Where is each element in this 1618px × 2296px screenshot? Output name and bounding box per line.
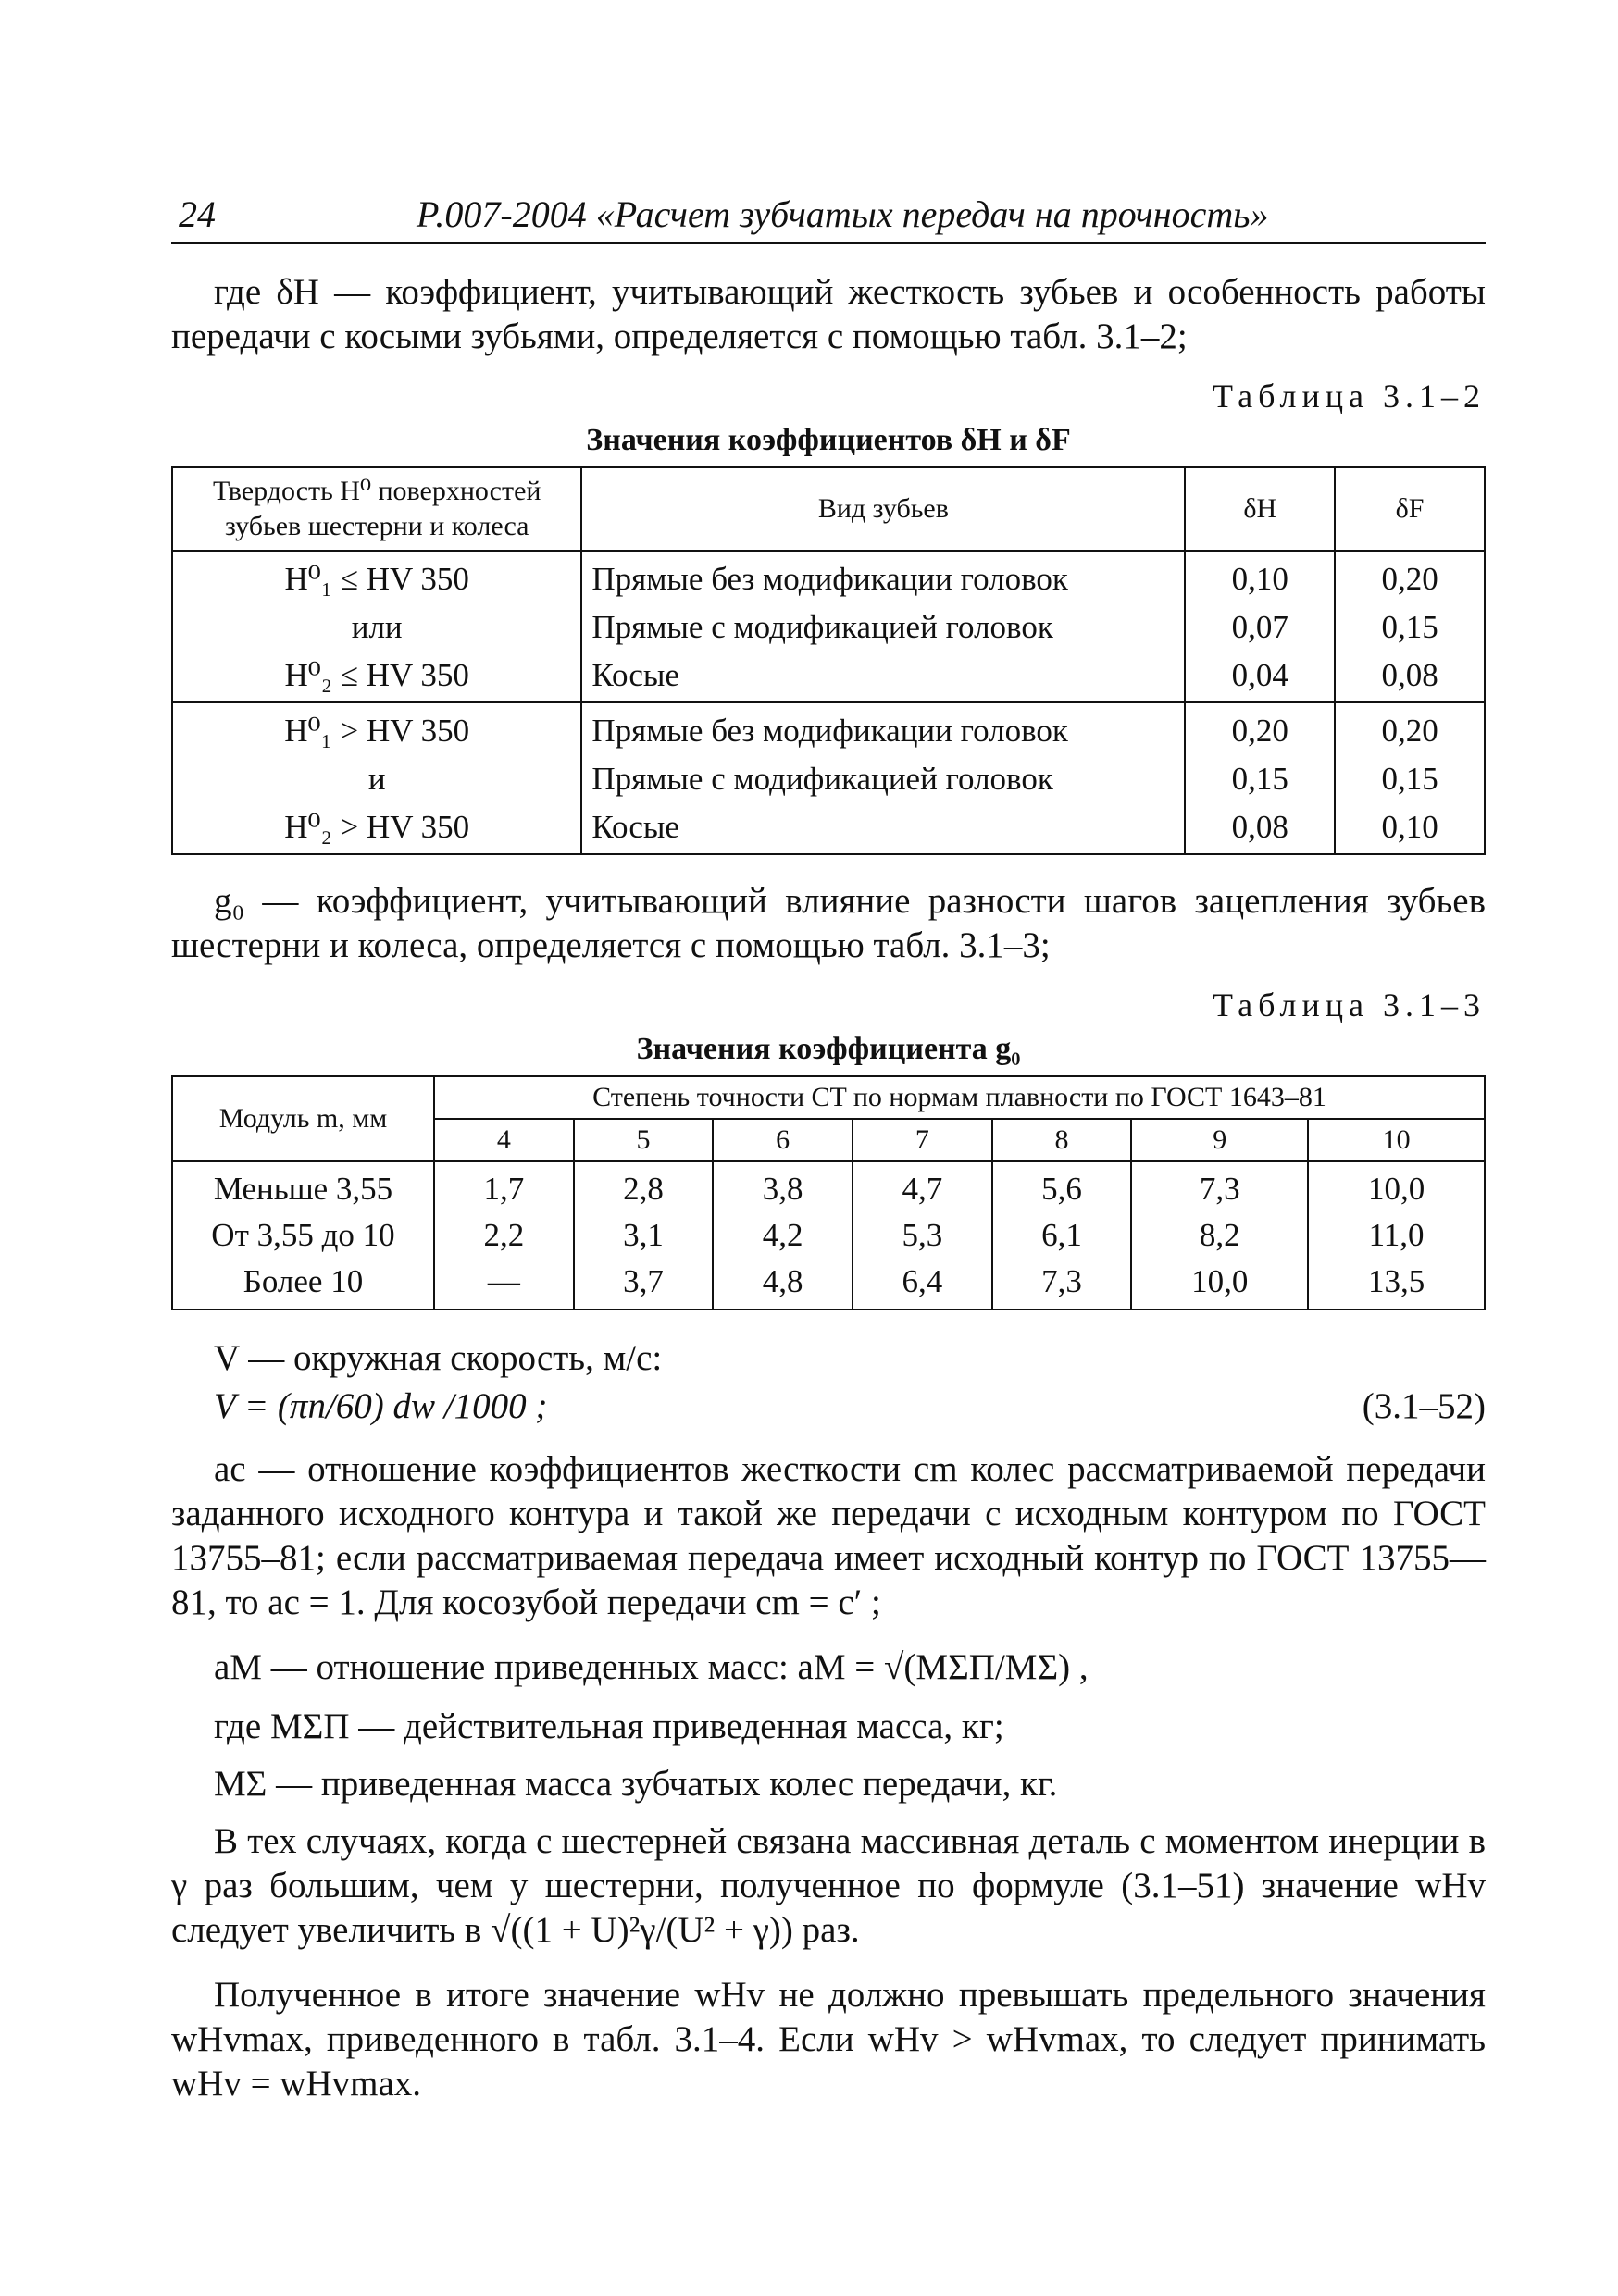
tooth-type-cell: Прямые без модификации головок: [581, 551, 1185, 603]
header-grade: 9: [1131, 1119, 1308, 1161]
paragraph-delta-h: где δH — коэффициент, учитывающий жесткость зубьев и особенность работы передачи с косыми зубьями, определяется с помощью табл. 3.1–2;: [171, 272, 1486, 356]
tooth-type-cell: Прямые без модификации головок: [581, 702, 1185, 755]
paragraph-gamma: В тех случаях, когда с шестерней связана массивная деталь с моментом инерции в γ раз большим, чем у шестерни, полученное по формуле (3.1–51) значение wHv следует увеличить в √((1 + U)²γ/(U² + γ)) раз.: [171, 1821, 1486, 1950]
header-grade: 5: [574, 1119, 714, 1161]
value-cell: 4,2: [713, 1212, 853, 1259]
module-cell: Меньше 3,55: [172, 1161, 434, 1212]
table-row: [172, 652, 1485, 702]
delta-f-cell: 0,20: [1335, 551, 1485, 603]
formula-velocity: V = (πn/60) dw /1000 ;: [214, 1386, 548, 1426]
delta-h-cell: 0,15: [1185, 755, 1335, 803]
value-cell: 2,2: [434, 1212, 574, 1259]
table-header-row: [172, 1076, 1485, 1119]
table-row: [172, 1259, 1485, 1309]
delta-h-cell: 0,20: [1185, 702, 1335, 755]
value-cell: 3,1: [574, 1212, 714, 1259]
table-2-caption: Таблица 3.1–2: [1213, 378, 1486, 415]
value-cell: 2,8: [574, 1161, 714, 1212]
table-3-caption: Таблица 3.1–3: [1213, 987, 1486, 1024]
tooth-type-cell: Прямые с модификацией головок: [581, 603, 1185, 652]
value-cell: —: [434, 1259, 574, 1309]
value-cell: 1,7: [434, 1161, 574, 1212]
table-row: [172, 803, 1485, 854]
header-module: Модуль m, мм: [172, 1076, 434, 1161]
table-g0-coefficients: [171, 1075, 1486, 1310]
header-delta-h: δH: [1185, 467, 1335, 551]
value-cell: 4,7: [853, 1161, 992, 1212]
table-2-title: Значения коэффициентов δH и δF: [586, 423, 1071, 457]
header-tooth-type: Вид зубьев: [581, 467, 1185, 551]
value-cell: 3,7: [574, 1259, 714, 1309]
delta-f-cell: 0,10: [1335, 803, 1485, 854]
delta-h-cell: 0,04: [1185, 652, 1335, 702]
module-cell: От 3,55 до 10: [172, 1212, 434, 1259]
delta-f-cell: 0,15: [1335, 603, 1485, 652]
value-cell: 5,3: [853, 1212, 992, 1259]
page: [171, 185, 1486, 2106]
value-cell: 4,8: [713, 1259, 853, 1309]
formula-number: (3.1–52): [1362, 1386, 1486, 1426]
delta-h-cell: 0,08: [1185, 803, 1335, 854]
hardness-cell: H⁰₂ ≤ HV 350: [172, 652, 581, 702]
value-cell: 3,8: [713, 1161, 853, 1212]
hardness-cell: H⁰₁ ≤ HV 350: [172, 551, 581, 603]
value-cell: 7,3: [992, 1259, 1132, 1309]
running-title: Р.007-2004 «Расчет зубчатых передач на прочность»: [417, 193, 1269, 235]
tooth-type-cell: Прямые с модификацией головок: [581, 755, 1185, 803]
delta-h-cell: 0,07: [1185, 603, 1335, 652]
paragraph-g0: g₀ — коэффициент, учитывающий влияние разности шагов зацепления зубьев шестерни и колеса, определяется с помощью табл. 3.1–3;: [171, 881, 1486, 965]
hardness-cell: H⁰₁ > HV 350: [172, 702, 581, 755]
module-cell: Более 10: [172, 1259, 434, 1309]
header-grade: 10: [1308, 1119, 1485, 1161]
value-cell: 10,0: [1131, 1259, 1308, 1309]
table-row: [172, 755, 1485, 803]
paragraph-final: Полученное в итоге значение wHv не должно превышать предельного значения wHvmax, приведенного в табл. 3.1–4. Если wHv > wHvmax, то следует принимать wHv = wHvmax.: [171, 1975, 1486, 2104]
value-cell: 10,0: [1308, 1161, 1485, 1212]
value-cell: 8,2: [1131, 1212, 1308, 1259]
table-3-title: Значения коэффициента g₀: [636, 1032, 1021, 1066]
delta-h-cell: 0,10: [1185, 551, 1335, 603]
value-cell: 7,3: [1131, 1161, 1308, 1212]
page-number: 24: [179, 193, 216, 235]
value-cell: 13,5: [1308, 1259, 1485, 1309]
header-hardness: Твердость H⁰ поверхностей зубьев шестерни и колеса: [172, 467, 581, 551]
table-row: [172, 1161, 1485, 1212]
delta-f-cell: 0,15: [1335, 755, 1485, 803]
header-grade: 6: [713, 1119, 853, 1161]
header-grade: 4: [434, 1119, 574, 1161]
table-header-row: [172, 467, 1485, 551]
tooth-type-cell: Косые: [581, 652, 1185, 702]
delta-f-cell: 0,20: [1335, 702, 1485, 755]
paragraph-velocity: V — окружная скорость, м/с:: [214, 1338, 663, 1378]
value-cell: 5,6: [992, 1161, 1132, 1212]
value-cell: 11,0: [1308, 1212, 1485, 1259]
hardness-cell: или: [172, 603, 581, 652]
paragraph-msp: где MΣП — действительная приведенная масса, кг;: [214, 1706, 1004, 1746]
table-row: [172, 1212, 1485, 1259]
table-delta-coefficients: [171, 466, 1486, 855]
formula-velocity-line: [171, 1384, 1486, 1429]
table-row: [172, 551, 1485, 603]
paragraph-ac: ac — отношение коэффициентов жесткости cm колес рассматриваемой передачи заданного исходного контура и такой же передачи с исходным контуром по ГОСТ 13755–81; если рассматриваемая передача имеет исходный контур по ГОСТ 13755—81, то ac = 1. Для косозубой передачи cm = c′ ;: [171, 1449, 1486, 1622]
hardness-cell: H⁰₂ > HV 350: [172, 803, 581, 854]
header-grade: 7: [853, 1119, 992, 1161]
hardness-cell: и: [172, 755, 581, 803]
value-cell: 6,1: [992, 1212, 1132, 1259]
delta-f-cell: 0,08: [1335, 652, 1485, 702]
page-header: [171, 185, 1486, 244]
paragraph-ms: MΣ — приведенная масса зубчатых колес передачи, кг.: [214, 1764, 1058, 1804]
header-accuracy-grade: Степень точности CT по нормам плавности по ГОСТ 1643–81: [434, 1076, 1485, 1119]
paragraph-am: aM — отношение приведенных масс: aM = √(MΣП/MΣ) ,: [214, 1647, 1089, 1687]
tooth-type-cell: Косые: [581, 803, 1185, 854]
header-grade: 8: [992, 1119, 1132, 1161]
table-row: [172, 702, 1485, 755]
value-cell: 6,4: [853, 1259, 992, 1309]
table-row: [172, 603, 1485, 652]
header-delta-f: δF: [1335, 467, 1485, 551]
